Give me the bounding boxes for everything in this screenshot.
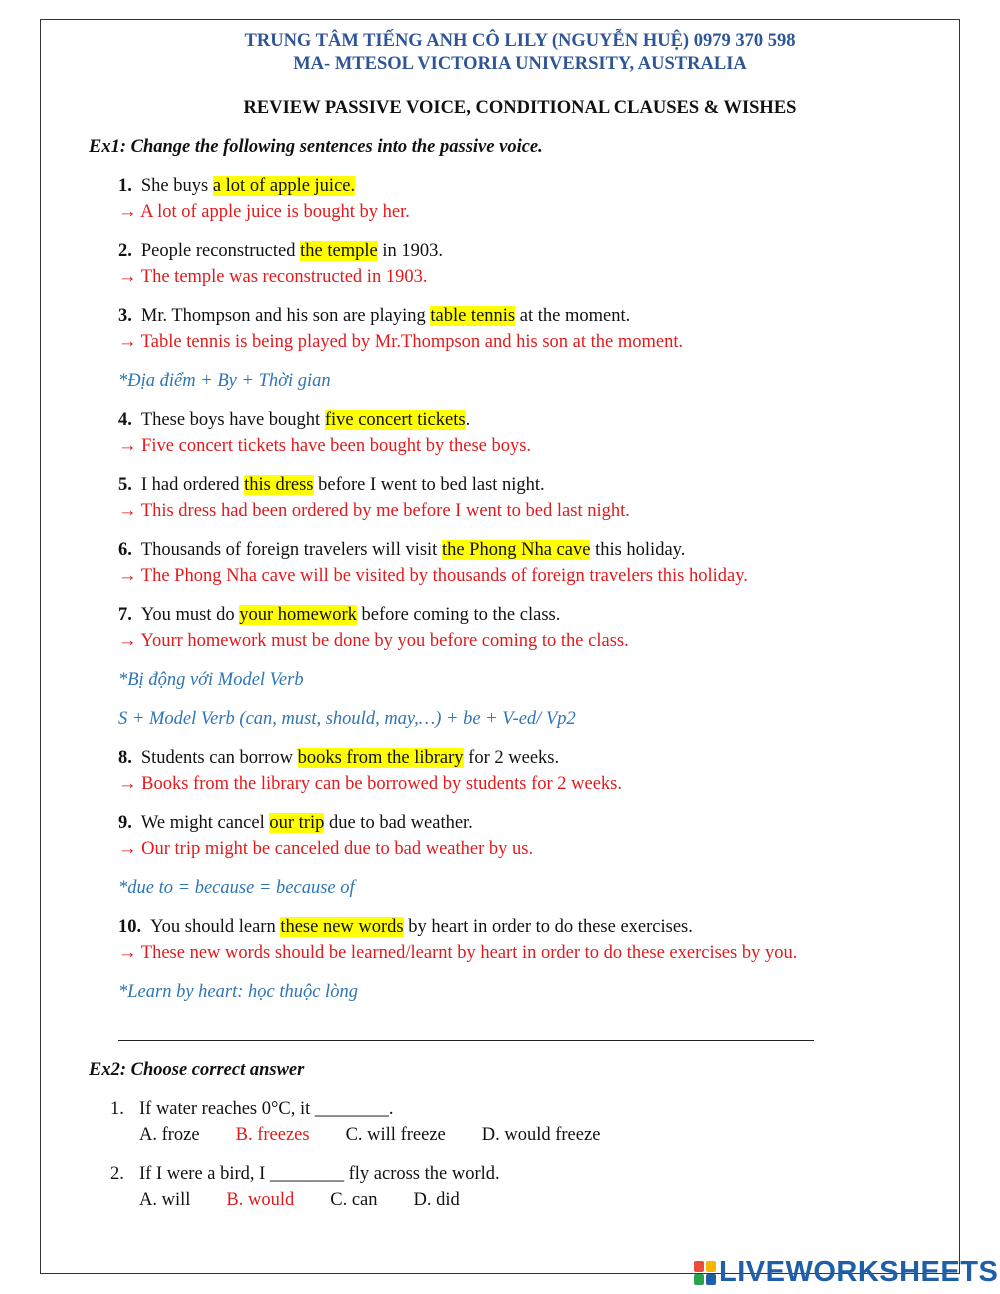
grammar-note: *Learn by heart: học thuộc lòng (118, 982, 358, 1002)
ex1-question: 7. You must do your homework before coming to the class. (118, 605, 561, 625)
highlighted-object: books from the library (297, 748, 464, 768)
ex1-answer: → This dress had been ordered by me before I went to bed last night. (118, 501, 630, 521)
ex1-answer: → Books from the library can be borrowed by students for 2 weeks. (118, 774, 623, 794)
liveworksheets-logo (694, 1256, 998, 1289)
ex1-answer: → These new words should be learned/learnt by heart in order to do these exercises by you. (118, 943, 798, 963)
highlighted-object: the Phong Nha cave (441, 540, 591, 560)
logo-square (706, 1274, 716, 1285)
ex2-heading: Ex2: Choose correct answer (89, 1060, 305, 1080)
ex1-heading: Ex1: Change the following sentences into the passive voice. (89, 137, 543, 157)
option-d[interactable]: D. would freeze (481, 1125, 601, 1145)
highlighted-object: five concert tickets (324, 410, 466, 430)
grammar-note: *due to = because = because of (118, 878, 355, 898)
ex1-question: 5. I had ordered this dress before I went to bed last night. (118, 475, 545, 495)
option-c[interactable]: C. will freeze (345, 1125, 446, 1145)
logo-square (706, 1261, 716, 1272)
ex2-options (139, 1190, 460, 1211)
worksheet-title: REVIEW PASSIVE VOICE, CONDITIONAL CLAUSES & WISHES (243, 98, 797, 118)
ex1-answer: → The temple was reconstructed in 1903. (118, 267, 428, 287)
highlighted-object: table tennis (430, 306, 516, 326)
grammar-formula: S + Model Verb (can, must, should, may,…) + be + V-ed/ Vp2 (118, 709, 576, 729)
highlighted-object: the temple (300, 241, 378, 261)
ex1-answer: → Our trip might be canceled due to bad weather by us. (118, 839, 534, 859)
ex2-question: 1. If water reaches 0°C, it ________. (110, 1099, 394, 1119)
logo-icon (694, 1261, 716, 1285)
ex1-question: 2. People reconstructed the temple in 1903. (118, 241, 443, 261)
ex1-question: 4. These boys have bought five concert tickets. (118, 410, 471, 430)
highlighted-object: this dress (244, 475, 314, 495)
option-a[interactable]: A. froze (139, 1125, 200, 1145)
ex1-answer: → The Phong Nha cave will be visited by thousands of foreign travelers this holiday. (118, 566, 748, 586)
ex1-answer: → A lot of apple juice is bought by her. (118, 202, 410, 222)
option-a[interactable]: A. will (139, 1190, 191, 1210)
ex1-answer: → Five concert tickets have been bought by these boys. (118, 436, 532, 456)
option-d[interactable]: D. did (413, 1190, 460, 1210)
ex1-question: 3. Mr. Thompson and his son are playing table tennis at the moment. (118, 306, 631, 326)
logo-square (694, 1274, 704, 1285)
option-b-correct[interactable]: B. freezes (235, 1125, 310, 1145)
ex1-question: 8. Students can borrow books from the library for 2 weeks. (118, 748, 560, 768)
highlighted-object: these new words (280, 917, 404, 937)
option-c[interactable]: C. can (330, 1190, 378, 1210)
ex1-question: 10. You should learn these new words by heart in order to do these exercises. (118, 917, 693, 937)
ex2-question: 2. If I were a bird, I ________ fly across the world. (110, 1164, 500, 1184)
ex1-answer: → Table tennis is being played by Mr.Thompson and his son at the moment. (118, 332, 684, 352)
header-center-name: TRUNG TÂM TIẾNG ANH CÔ LILY (NGUYỄN HUỆ) 0979 370 598 (244, 31, 796, 51)
section-divider (118, 1040, 814, 1041)
logo-square (694, 1261, 704, 1272)
option-b-correct[interactable]: B. would (226, 1190, 295, 1210)
header-credential: MA- MTESOL VICTORIA UNIVERSITY, AUSTRALIA (293, 54, 747, 74)
logo-text: LIVEWORKSHEETS (719, 1256, 999, 1288)
grammar-note: *Bị động với Model Verb (118, 670, 304, 690)
ex1-question: 1. She buys a lot of apple juice. (118, 176, 356, 196)
ex1-answer: → Yourr homework must be done by you before coming to the class. (118, 631, 629, 651)
ex1-question: 9. We might cancel our trip due to bad weather. (118, 813, 473, 833)
ex2-options (139, 1125, 600, 1146)
highlighted-object: a lot of apple juice. (212, 176, 356, 196)
ex1-question: 6. Thousands of foreign travelers will visit the Phong Nha cave this holiday. (118, 540, 686, 560)
highlighted-object: your homework (239, 605, 357, 625)
highlighted-object: our trip (269, 813, 325, 833)
grammar-note: *Địa điểm + By + Thời gian (118, 371, 331, 391)
